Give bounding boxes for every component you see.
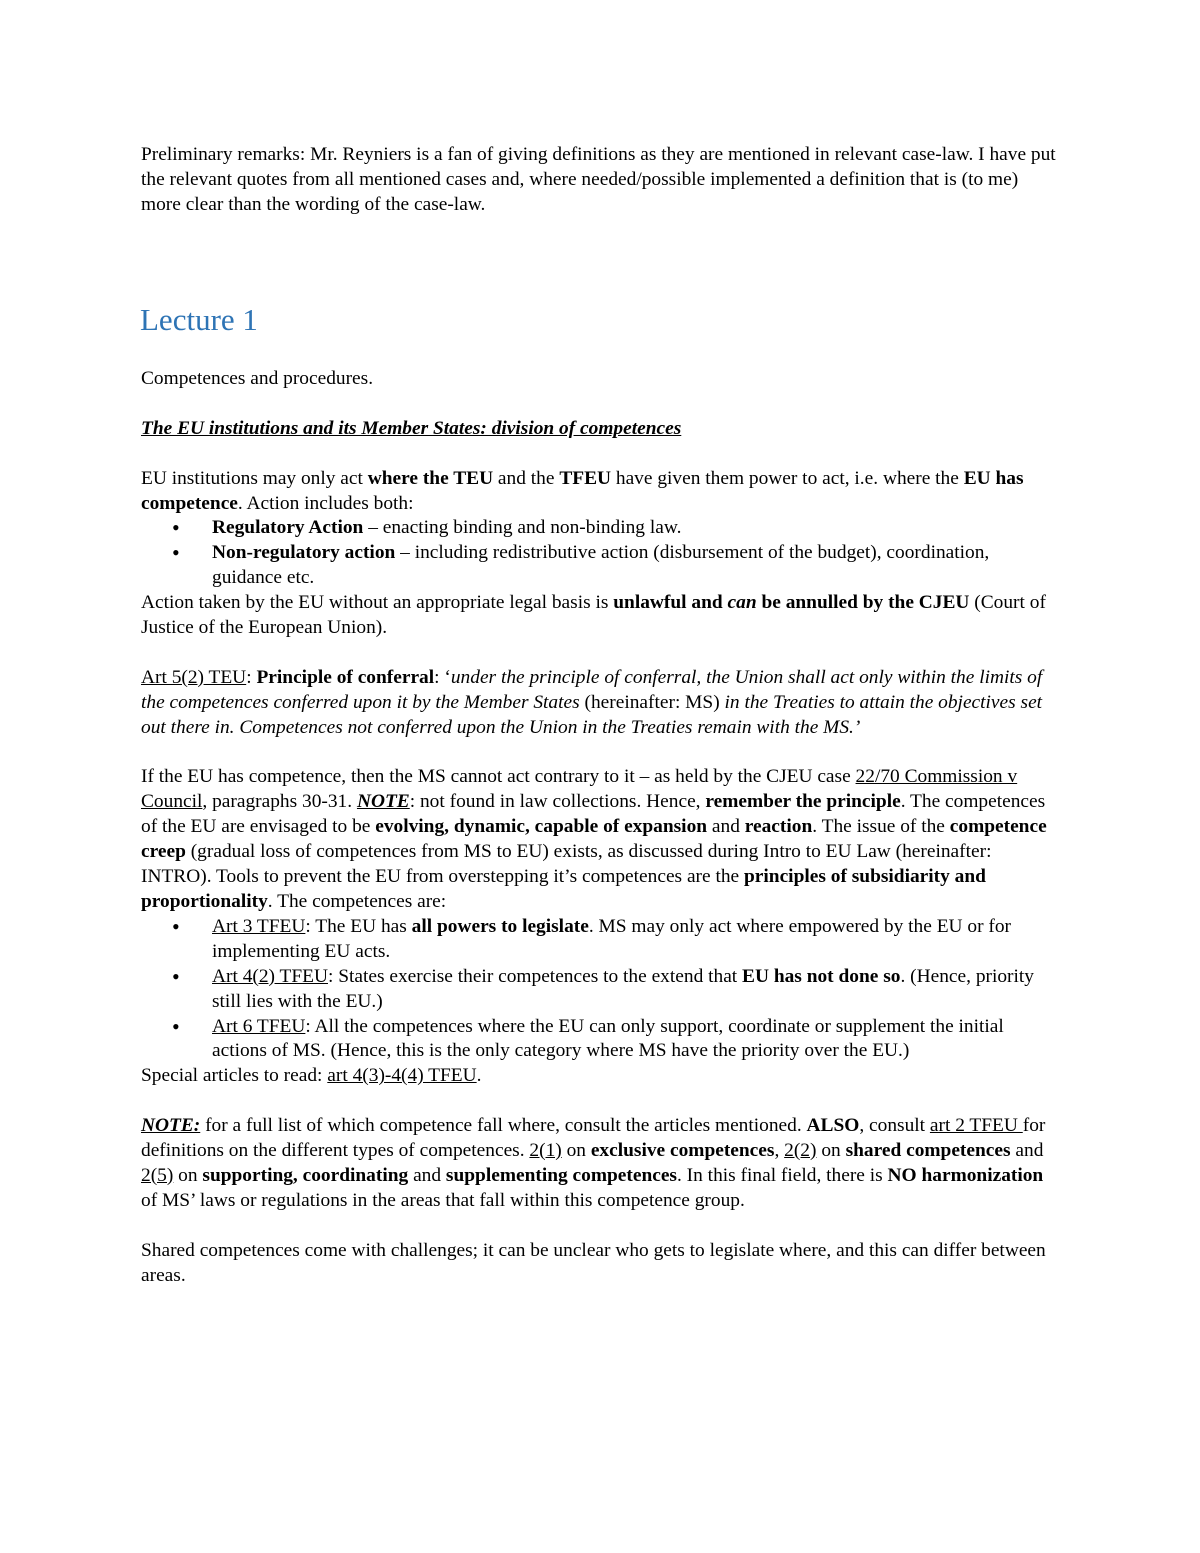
text-run: If the EU has competence, then the MS cannot act contrary to it – as held by the CJEU case — [141, 766, 856, 788]
text-run: Competences and procedures. — [141, 368, 374, 389]
text-run: Regulatory Action — [212, 517, 364, 539]
text-run: , — [774, 1140, 785, 1162]
art5-paragraph — [141, 666, 1061, 741]
text-run: Art 6 TFEU — [212, 1015, 306, 1037]
text-run: and — [408, 1164, 446, 1186]
text-run: remember the principle — [705, 791, 901, 813]
text-run: . The issue of the — [812, 816, 950, 838]
text-run: reaction — [744, 816, 813, 838]
shared-competences-paragraph — [141, 1239, 1061, 1289]
text-run: (hereinafter: MS) — [579, 691, 725, 713]
text-run: Art 3 TFEU — [212, 915, 306, 937]
text-run: under the principle of conferral, the Union shall act only within the limits of the competences conferred upon it by the Member States — [141, 666, 1043, 713]
text-run: EU has competence — [141, 467, 1024, 514]
text-run: art 4(3)-4(4) TFEU — [327, 1065, 477, 1087]
text-run: and — [1010, 1140, 1044, 1162]
text-run: . The competences of the EU are envisaged to be — [141, 791, 1046, 838]
text-run: EU institutions may only act — [141, 467, 368, 489]
list-item — [141, 1015, 1061, 1065]
text-run: be annulled by the CJEU — [756, 592, 970, 614]
text-run: NO harmonization — [887, 1164, 1044, 1186]
text-run: ALSO — [806, 1115, 860, 1137]
text-run: on — [816, 1140, 846, 1162]
text-run: 2(5) — [141, 1164, 174, 1186]
preliminary-remarks-block — [141, 143, 1061, 218]
text-run: – enacting binding and non-binding law. — [363, 517, 682, 539]
text-run: : The EU has — [305, 915, 412, 937]
note-paragraph — [141, 1114, 1061, 1214]
text-run: . MS may only act where empowered by the EU or for implementing EU acts. — [212, 915, 1012, 962]
text-run: principles of subsidiarity and proportionality — [141, 866, 986, 912]
text-run: : States exercise their competences to the extend that — [327, 965, 743, 987]
text-run: where the TEU — [367, 467, 494, 489]
text-run: : All the competences where the EU can only support, coordinate or supplement the initial actions of MS. (Hence, this is the only category where MS have the priority over the EU.) — [212, 1015, 1004, 1062]
intro-paragraph — [141, 367, 1061, 392]
text-run: all powers to legislate — [411, 915, 589, 937]
text-run: (gradual loss of competences from MS to EU) exists, as discussed during Intro to EU Law (hereinafter: INTRO). Tools to prevent the EU from overstepping it’s competences are the — [141, 841, 992, 888]
text-run: (Court of Justice of the European Union). — [141, 592, 1046, 639]
text-run: : — [246, 666, 257, 688]
text-run: Non-regulatory action — [212, 542, 396, 564]
text-run: supporting, coordinating — [202, 1164, 409, 1186]
text-run: Shared competences come with challenges; it can be unclear who gets to legislate where, and this can differ between areas. — [141, 1239, 1046, 1286]
text-run: unlawful and — [613, 592, 728, 614]
text-run: evolving, dynamic, capable of expansion — [375, 816, 708, 838]
text-run: on — [173, 1164, 203, 1186]
text-run: 2(2) — [784, 1140, 817, 1162]
text-run: art 2 TFEU — [929, 1115, 1023, 1137]
list-item — [141, 541, 1061, 591]
text-run: EU has not done so — [742, 965, 901, 987]
text-run: Art 5(2) TEU — [141, 666, 247, 688]
text-run: in the Treaties to attain the objectives set out there in. Competences not conferred upon the Union in the Treaties remain with the MS.’ — [141, 691, 1043, 738]
action-types-list — [141, 516, 1061, 591]
list-item — [141, 516, 1061, 541]
text-run: competence creep — [141, 816, 1047, 863]
text-run: Action taken by the EU without an appropriate legal basis is — [141, 592, 614, 614]
text-run: Preliminary remarks: Mr. Reyniers is a fan of giving definitions as they are mentioned in relevant case-law. I have put the relevant quotes from all mentioned cases and, where needed/possible implemented a definition that is (to me) more clear than the wording of the case-law. — [141, 144, 1056, 215]
text-run: – including redistributive action (disbursement of the budget), coordination, guidance etc. — [212, 542, 990, 589]
text-run: can — [727, 592, 757, 614]
list-item — [141, 915, 1061, 965]
text-run: exclusive competences — [590, 1140, 775, 1162]
text-run: : not found in law collections. Hence, — [409, 791, 706, 813]
text-run: . (Hence, priority still lies with the EU.) — [212, 965, 1034, 1012]
text-run: and — [707, 816, 745, 838]
text-run: have given them power to act, i.e. where the — [611, 467, 964, 489]
text-run: TFEU — [559, 467, 612, 489]
competences-list — [141, 915, 1061, 1064]
section-intro-paragraph — [141, 467, 1061, 517]
text-run: . The competences are: — [267, 890, 447, 912]
preliminary-remarks-paragraph — [141, 143, 1061, 218]
text-run: NOTE: — [141, 1115, 201, 1137]
text-run: for definitions on the different types of competences. — [141, 1115, 1046, 1162]
text-run: . In this final field, there is — [676, 1164, 888, 1186]
list-item — [141, 965, 1061, 1015]
lecture-heading: Lecture 1 — [140, 302, 258, 337]
text-run: Special articles to read: — [141, 1065, 328, 1087]
text-run: : ‘ — [434, 666, 451, 688]
text-run: , consult — [859, 1115, 930, 1137]
section-subheading: The EU institutions and its Member States: division of competences — [141, 417, 682, 439]
text-run: supplementing competences — [445, 1164, 677, 1186]
text-run: . — [476, 1065, 482, 1087]
text-run: for a full list of which competence fall where, consult the articles mentioned. — [200, 1115, 807, 1137]
text-run: NOTE — [356, 791, 410, 813]
text-run: 2(1) — [529, 1140, 562, 1162]
text-run: on — [561, 1140, 591, 1162]
competence-paragraph — [141, 765, 1061, 914]
text-run: 22/70 Commission v Council — [141, 766, 1018, 813]
special-articles-paragraph — [141, 1064, 1061, 1089]
text-run: , paragraphs 30-31. — [202, 791, 357, 813]
text-run: and the — [493, 467, 560, 489]
text-run: of MS’ laws or regulations in the areas that fall within this competence group. — [141, 1189, 745, 1211]
text-run: . Action includes both: — [237, 492, 414, 514]
text-run: shared competences — [845, 1140, 1011, 1162]
legal-basis-paragraph — [141, 591, 1061, 641]
text-run: Art 4(2) TFEU — [212, 965, 328, 987]
text-run: Principle of conferral — [256, 666, 435, 688]
lecture-body — [141, 367, 1061, 1288]
